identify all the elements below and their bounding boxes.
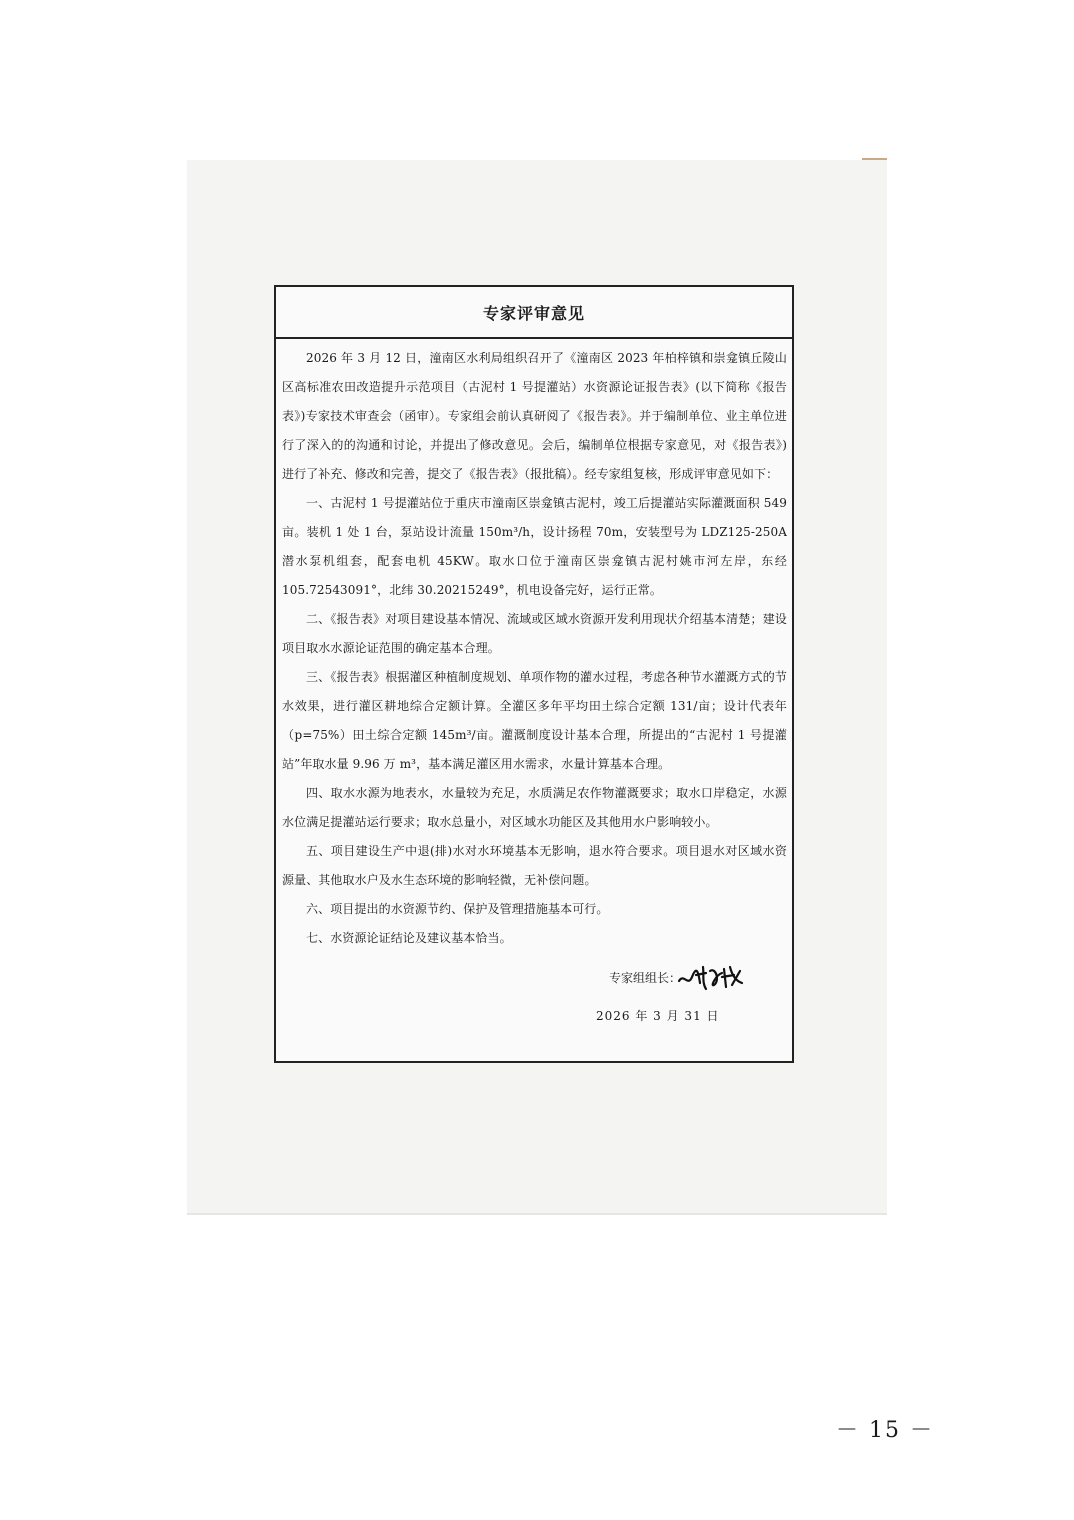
expert-review-box bbox=[274, 285, 794, 1063]
review-paragraph: 六、项目提出的水资源节约、保护及管理措施基本可行。 bbox=[306, 902, 609, 916]
scan-edge-mark bbox=[862, 158, 887, 160]
review-paragraph: 二、《报告表》对项目建设基本情况、流域或区域水资源开发利用现状介绍基本清楚；建设项目取水水源论证范围的确定基本合理。 bbox=[282, 612, 787, 655]
review-date: 2026 年 3 月 31 日 bbox=[596, 1009, 720, 1023]
review-paragraph: 七、水资源论证结论及建议基本恰当。 bbox=[306, 931, 512, 945]
signer-label: 专家组组长： bbox=[609, 971, 682, 985]
page-number: － 15 － bbox=[836, 1418, 934, 1443]
review-body bbox=[276, 339, 792, 953]
review-paragraph: 四、取水水源为地表水，水量较为充足，水质满足农作物灌溉要求；取水口岸稳定，水源水位满足提灌站运行要求；取水总量小，对区域水功能区及其他用水户影响较小。 bbox=[282, 786, 787, 829]
review-paragraph: 五、项目建设生产中退(排)水对水环境基本无影响，退水符合要求。项目退水对区域水资源量、其他取水户及水生态环境的影响轻微，无补偿问题。 bbox=[282, 844, 787, 887]
signer-row bbox=[276, 961, 792, 995]
scan-edge-shadow bbox=[187, 1213, 887, 1215]
review-paragraph: 三、《报告表》根据灌区种植制度规划、单项作物的灌水过程，考虑各种节水灌溉方式的节水效果，进行灌区耕地综合定额计算。全灌区多年平均田土综合定额 131/亩；设计代表年（p=75%）田土综合定额 145m³/亩。灌溉制度设计基本合理，所提出的“古泥村 1 号提灌站”年取水量 9.96 万 m³，基本满足灌区用水需求，水量计算基本合理。 bbox=[282, 670, 787, 771]
review-paragraph: 一、古泥村 1 号提灌站位于重庆市潼南区崇龛镇古泥村，竣工后提灌站实际灌溉面积 549 亩。装机 1 处 1 台，泵站设计流量 150m³/h，设计扬程 70m，安装型号为 LDZ125-250A 潜水泵机组套，配套电机 45KW。取水口位于潼南区崇龛镇古泥村姚市河左岸，东经 105.72543091°，北纬 30.20215249°，机电设备完好，运行正常。 bbox=[282, 496, 787, 597]
review-paragraph: 2026 年 3 月 12 日，潼南区水利局组织召开了《潼南区 2023 年柏梓镇和崇龛镇丘陵山区高标准农田改造提升示范项目（古泥村 1 号提灌站）水资源论证报告表》(以下简称《报告表》)专家技术审查会（函审）。专家组会前认真研阅了《报告表》。并于编制单位、业主单位进行了深入的的沟通和讨论，并提出了修改意见。会后，编制单位根据专家意见，对《报告表》)进行了补充、修改和完善，提交了《报告表》（报批稿）。经专家组复核，形成评审意见如下： bbox=[282, 351, 787, 481]
handwritten-signature-icon bbox=[676, 961, 746, 993]
review-title: 专家评审意见 bbox=[276, 287, 792, 339]
